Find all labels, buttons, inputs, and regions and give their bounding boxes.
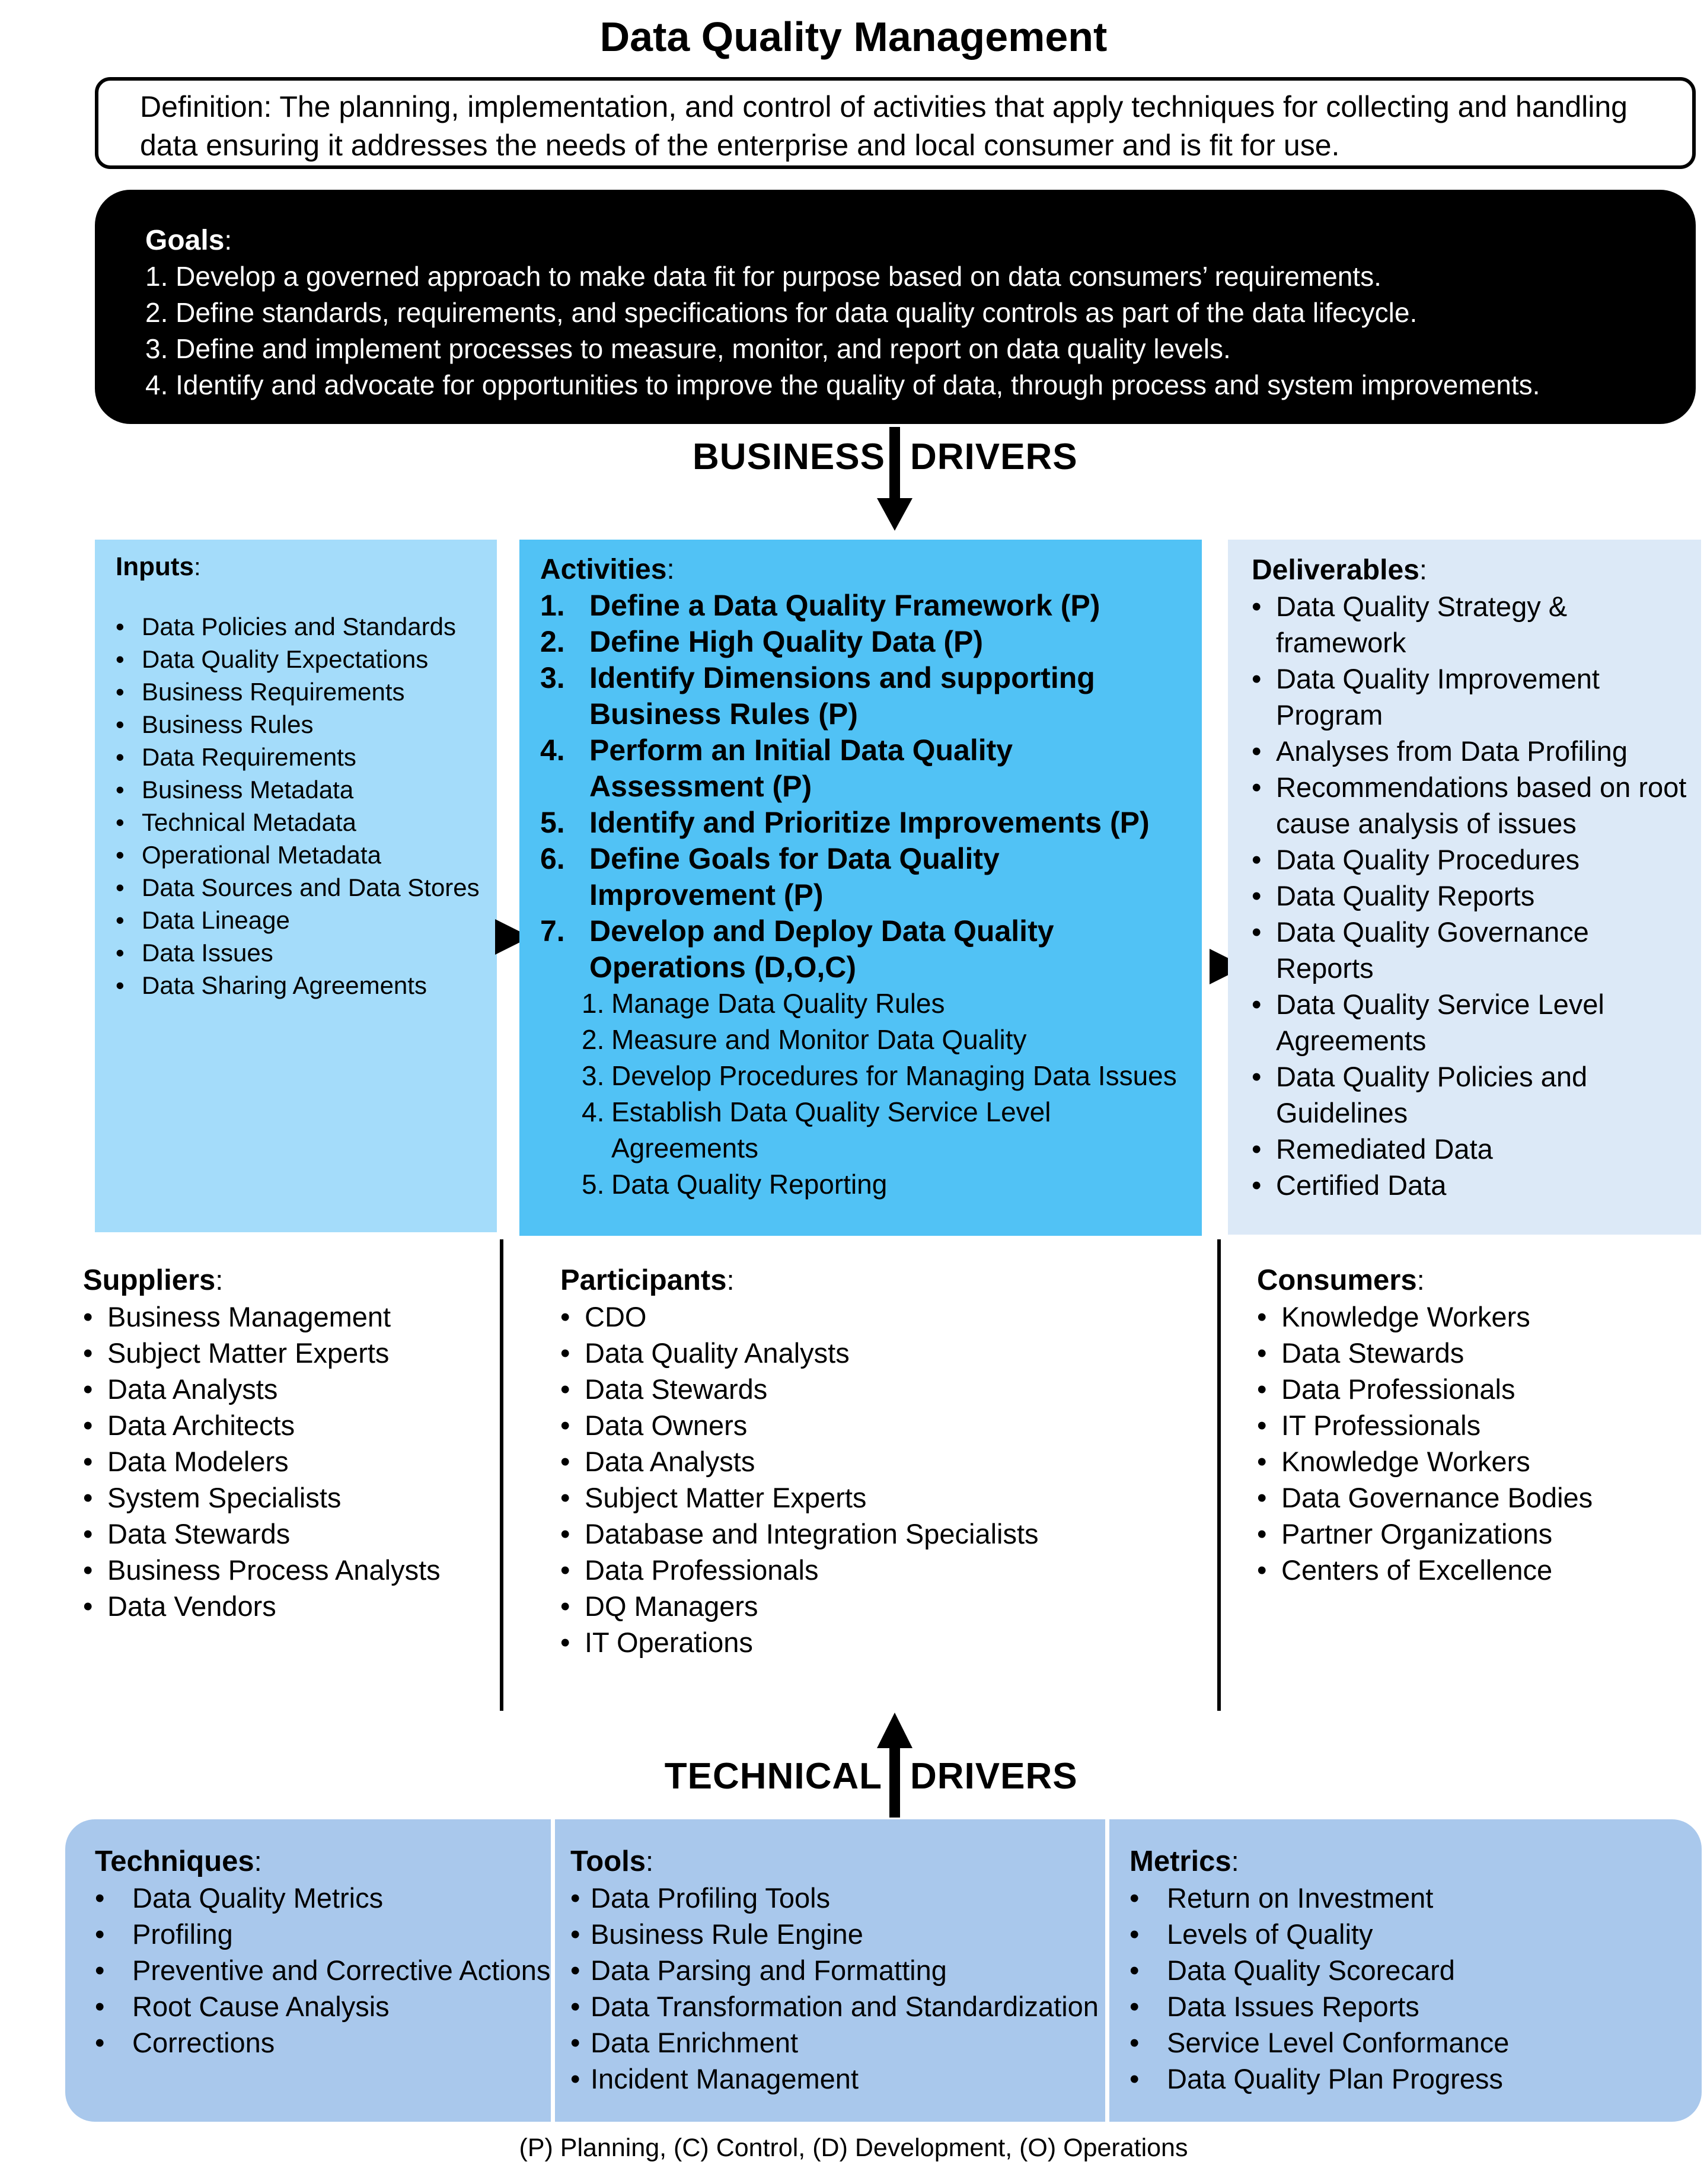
suppliers-panel: Suppliers: • Business Management • Subject Matter Experts • Data Analysts • Data Architects • Data Modelers • System Specialists • Data Stewards • Business Process Analysts • Data Vendors [83,1262,492,1624]
list-item: • DQ Managers [560,1588,1207,1624]
tools-panel: Tools: • Data Profiling Tools • Business Rule Engine • Data Parsing and Formatting • Data Transformation and Standardization • Data Enrichment • Incident Management [570,1819,1104,2122]
goal-item: 2. Define standards, requirements, and specifications for data quality controls as part of the data lifecycle. [145,297,1418,328]
list-item: • Data Profiling Tools [570,1880,1104,1916]
list-item: • Business Process Analysts [83,1552,492,1588]
activity-subitem: 2. Measure and Monitor Data Quality [582,1024,1027,1055]
list-item: • Technical Metadata [116,806,485,838]
list-item: • Root Cause Analysis [95,1988,551,2024]
list-item: • Data Issues [116,936,485,969]
list-item: • Return on Investment [1130,1880,1693,1916]
definition-text: Definition: The planning, implementation, and control of activities that apply techniques for collecting and handling data ensuring it addresses the needs of the enterprise and local consumer and is fit for use. [140,90,1628,162]
list-item: • Data Quality Analysts [560,1335,1207,1371]
goal-item: 1. Develop a governed approach to make data fit for purpose based on data consumers’ requirements. [145,261,1381,292]
list-item: • Data Analysts [560,1443,1207,1480]
list-item: • Data Quality Service Level Agreements [1252,986,1689,1058]
suppliers-heading: Suppliers [83,1264,216,1296]
list-item: • Data Quality Plan Progress [1130,2061,1693,2097]
list-item: • Data Transformation and Standardization [570,1988,1104,2024]
list-item: • Data Quality Metrics [95,1880,551,1916]
list-item: • Profiling [95,1916,551,1952]
techniques-heading: Techniques [95,1845,254,1877]
consumers-list [1257,1299,1696,1588]
activities-heading: Activities [540,554,667,585]
list-item: • Business Rule Engine [570,1916,1104,1952]
list-item: • Data Parsing and Formatting [570,1952,1104,1988]
list-item: • Business Rules [116,708,485,741]
list-item: • Data Enrichment [570,2024,1104,2061]
list-item: • Knowledge Workers [1257,1443,1696,1480]
activity-subitem: 3. Develop Procedures for Managing Data Issues [582,1060,1177,1091]
list-item: • Data Modelers [83,1443,492,1480]
list-item: • Data Architects [83,1407,492,1443]
list-item: • Data Governance Bodies [1257,1480,1696,1516]
metrics-panel: Metrics: • Return on Investment • Levels of Quality • Data Quality Scorecard • Data Issues Reports • Service Level Conformance • Data Quality Plan Progress [1130,1819,1693,2122]
techniques-list [95,1880,551,2061]
list-item: • IT Professionals [1257,1407,1696,1443]
inputs-heading: Inputs [116,552,194,581]
inputs-list [116,610,485,1002]
list-item: • Data Requirements [116,741,485,773]
list-item: • Data Quality Scorecard [1130,1952,1693,1988]
list-item: • Levels of Quality [1130,1916,1693,1952]
technical-drivers-arrow-head [877,1713,912,1748]
divider [551,1819,555,2122]
list-item: • System Specialists [83,1480,492,1516]
activity-item: 6. Define Goals for Data Quality Improvement (P) [540,842,1000,911]
list-item: • Data Quality Improvement Program [1252,661,1689,733]
list-item: • Corrections [95,2024,551,2061]
activity-item: 2. Define High Quality Data (P) [540,625,983,658]
technical-drivers-left: TECHNICAL [664,1756,882,1797]
list-item: • Business Metadata [116,773,485,806]
business-drivers-right: DRIVERS [910,436,1078,477]
participants-heading: Participants [560,1264,727,1296]
list-item: • Data Analysts [83,1371,492,1407]
activity-item: 4. Perform an Initial Data Quality Assessment (P) [540,734,1013,803]
legend-footnote: (P) Planning, (C) Control, (D) Development, (O) Operations [519,2134,1188,2162]
list-item: • Data Sharing Agreements [116,969,485,1002]
deliverables-list [1252,588,1689,1203]
goal-item: 4. Identify and advocate for opportunities to improve the quality of data, through process and system improvements. [145,369,1540,400]
list-item: • Data Professionals [560,1552,1207,1588]
list-item: • Operational Metadata [116,838,485,871]
technical-drivers-right: DRIVERS [910,1756,1078,1797]
list-item: • Business Requirements [116,675,485,708]
techniques-panel: Techniques: • Data Quality Metrics • Profiling • Preventive and Corrective Actions • Root Cause Analysis • Corrections [95,1819,551,2122]
list-item: • Data Quality Policies and Guidelines [1252,1058,1689,1131]
list-item: • Data Professionals [1257,1371,1696,1407]
list-item: • Partner Organizations [1257,1516,1696,1552]
list-item: • Database and Integration Specialists [560,1516,1207,1552]
tools-list [570,1880,1104,2097]
goals-heading: Goals [145,225,225,256]
list-item: • Data Stewards [560,1371,1207,1407]
goals-box: Goals: 1. Develop a governed approach to make data fit for purpose based on data consumers’ requirements. 2. Define standards, requirements, and specifications for data quality controls as part of the data lifecycle. 3. Define and implement processes to measure, monitor, and report on data quality levels. 4. Identify and advocate for opportunities to improve the quality of data, through process and system improvements. [95,190,1696,424]
list-item: • Data Owners [560,1407,1207,1443]
activity-item: 7. Develop and Deploy Data Quality Operations (D,O,C) [540,914,1054,984]
deliverables-panel: Deliverables: • Data Quality Strategy & framework • Data Quality Improvement Program • Analyses from Data Profiling • Recommendations based on root cause analysis of issues • Data Quality Procedures • Data Quality Reports • Data Quality Governance Reports • Data Quality Service Level Agreements • Data Quality Policies and Guidelines • Remediated Data • Certified Data [1228,540,1701,1235]
list-item: • Incident Management [570,2061,1104,2097]
list-item: • Centers of Excellence [1257,1552,1696,1588]
list-item: • Data Lineage [116,904,485,936]
consumers-heading: Consumers [1257,1264,1417,1296]
metrics-heading: Metrics [1130,1845,1231,1877]
list-item: • Data Quality Procedures [1252,841,1689,878]
list-item: • Service Level Conformance [1130,2024,1693,2061]
list-item: • Data Policies and Standards [116,610,485,643]
activities-list [540,588,1190,986]
list-item: • Data Quality Reports [1252,878,1689,914]
inputs-panel: Inputs: • Data Policies and Standards • Data Quality Expectations • Business Requirements • Business Rules • Data Requirements • Business Metadata • Technical Metadata • Operational Metadata • Data Sources and Data Stores • Data Lineage • Data Issues • Data Sharing Agreements [95,540,497,1232]
list-item: • Data Stewards [1257,1335,1696,1371]
list-item: • Data Quality Governance Reports [1252,914,1689,986]
business-drivers-arrow-shaft [889,427,900,504]
list-item: • Data Issues Reports [1130,1988,1693,2024]
list-item: • Data Quality Strategy & framework [1252,588,1689,661]
list-item: • CDO [560,1299,1207,1335]
activity-subitems-list [540,986,1190,1203]
activity-item: 1. Define a Data Quality Framework (P) [540,589,1100,622]
list-item: • Data Vendors [83,1588,492,1624]
list-item: • Subject Matter Experts [83,1335,492,1371]
business-drivers-left: BUSINESS [693,436,885,477]
list-item: • Knowledge Workers [1257,1299,1696,1335]
business-drivers-arrow-head [877,498,912,531]
page-title: Data Quality Management [599,14,1108,60]
tools-heading: Tools [570,1845,646,1877]
goal-item: 3. Define and implement processes to measure, monitor, and report on data quality levels. [145,333,1231,364]
list-item: • Data Stewards [83,1516,492,1552]
divider [1217,1239,1221,1711]
list-item: • Recommendations based on root cause analysis of issues [1252,769,1689,841]
list-item: • Business Management [83,1299,492,1335]
divider [1105,1819,1109,2122]
list-item: • IT Operations [560,1624,1207,1660]
list-item: • Data Sources and Data Stores [116,871,485,904]
activity-item: 5. Identify and Prioritize Improvements (P) [540,806,1150,839]
technical-drivers-arrow-shaft [889,1743,900,1818]
activity-subitem: 1. Manage Data Quality Rules [582,988,945,1019]
suppliers-list [83,1299,492,1624]
participants-panel: Participants: • CDO • Data Quality Analysts • Data Stewards • Data Owners • Data Analysts • Subject Matter Experts • Database and Integration Specialists • Data Professionals • DQ Managers • IT Operations [560,1262,1207,1660]
list-item: • Remediated Data [1252,1131,1689,1167]
divider [500,1239,503,1711]
list-item: • Analyses from Data Profiling [1252,733,1689,769]
list-item: • Subject Matter Experts [560,1480,1207,1516]
activity-item: 3. Identify Dimensions and supporting Business Rules (P) [540,661,1095,731]
participants-list [560,1299,1207,1660]
activity-subitem: 5. Data Quality Reporting [582,1169,888,1200]
metrics-list [1130,1880,1693,2097]
activity-subitem: 4. Establish Data Quality Service Level Agreements [582,1096,1051,1163]
list-item: • Data Quality Expectations [116,643,485,675]
consumers-panel: Consumers: • Knowledge Workers • Data Stewards • Data Professionals • IT Professionals • Knowledge Workers • Data Governance Bodies • Partner Organizations • Centers of Excellence [1257,1262,1696,1588]
definition-box [95,77,1696,169]
deliverables-heading: Deliverables [1252,554,1419,586]
activities-panel: Activities: 1. Define a Data Quality Framework (P) 2. Define High Quality Data (P) 3. Identify Dimensions and supporting Business Rules (P) 4. Perform an Initial Data Quality Assessment (P) 5. Identify and Prioritize Improvements (P) 6. Define Goals for Data Quality Improvement (P) 7. Develop and Deploy Data Quality Operations (D,O,C) 1. Manage Data Quality Rules 2. Measure and Monitor Data Quality 3. Develop Procedures for Managing Data Issues 4. Establish Data Quality Service Level Agreements 5. Data Quality Reporting [519,540,1202,1236]
list-item: • Preventive and Corrective Actions [95,1952,551,1988]
list-item: • Certified Data [1252,1167,1689,1203]
